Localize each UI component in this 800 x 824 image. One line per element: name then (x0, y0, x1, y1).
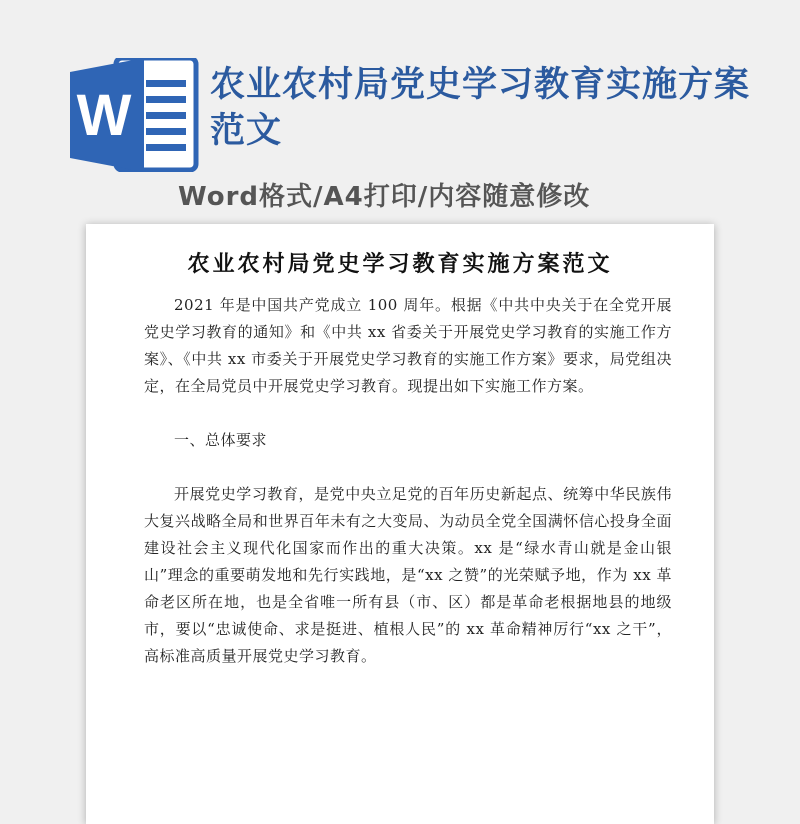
page-title: 农业农村局党史学习教育实施方案范文 (210, 65, 751, 151)
document-title: 农业农村局党史学习教育实施方案范文 (187, 251, 613, 277)
word-logo-letter: W (76, 83, 132, 148)
page-header (210, 62, 785, 154)
word-document-icon (70, 58, 202, 172)
document-page (86, 224, 714, 824)
body-paragraph: 开展党史学习教育，是党中央立足党的百年历史新起点、统筹中华民族伟大复兴战略全局和世界百年未有之大变局、为动员全党全国满怀信心投身全面建设社会主义现代化国家而作出的重大决策。xx 是“绿水青山就是金山银山”理念的重要萌发地和先行实践地，是“xx 之赞”的光荣赋予地，作为 xx 革命老区所在地，也是全省唯一所有县（市、区）都是革命老根据地县的地级市，要以“忠诚使命、求是挺进、植根人民”的 xx 革命精神厉行“xx 之干”，高标准高质量开展党史学习教育。 (144, 485, 672, 665)
intro-paragraph: 2021 年是中国共产党成立 100 周年。根据《中共中央关于在全党开展党史学习教育的通知》和《中共 xx 省委关于开展党史学习教育的实施工作方案》、《中共 xx 市委关于开展党史学习教育的实施工作方案》要求，局党组决定，在全局党员中开展党史学习教育。现提出如下实施工作方案。 (144, 296, 672, 395)
document-body (144, 292, 672, 670)
section-heading: 一、总体要求 (174, 431, 268, 449)
format-subtitle: Word格式/A4打印/内容随意修改 (178, 182, 591, 212)
